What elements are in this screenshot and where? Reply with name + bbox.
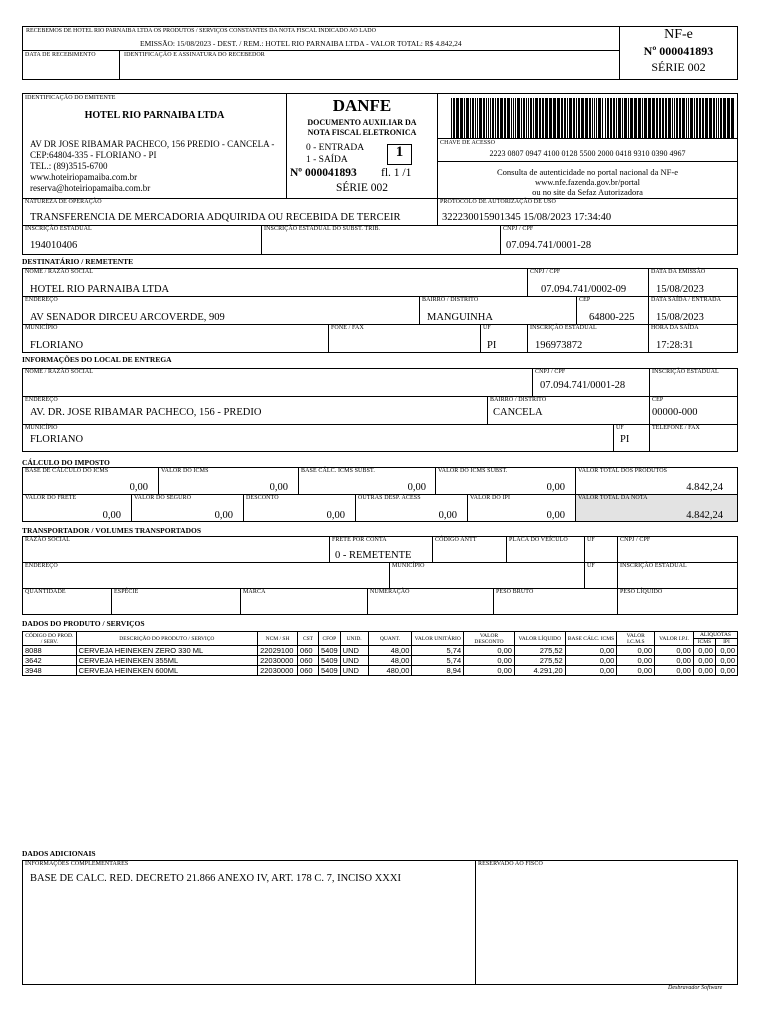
barcode-bar (616, 98, 617, 138)
barcode-bar (630, 98, 633, 138)
product-ipi-cell: 0,00 (655, 656, 694, 666)
tr-ie-label: INSCRIÇÃO ESTADUAL (620, 563, 687, 569)
product-icms-cell: 0,00 (617, 666, 655, 676)
tr-address-label: ENDEREÇO (25, 563, 58, 569)
danfe-title: DANFE (332, 96, 392, 115)
products-section: DADOS DO PRODUTO / SERVIÇOS (22, 619, 145, 628)
rec-cep: 64800-225 (589, 312, 635, 323)
emitter-phone: TEL.: (89)3515-6700 (30, 161, 108, 171)
barcode-bar (656, 98, 658, 138)
nature-value: TRANSFERENCIA DE MERCADORIA ADQUIRIDA OU RECEBIDA DE TERCEIR (30, 212, 401, 223)
tr-species-label: ESPÉCIE (114, 589, 139, 595)
barcode-bar (688, 98, 689, 138)
product-ncm-cell: 22030000 (258, 666, 298, 676)
tax-base-icms-label: BASE DE CÁLCULO DO ICMS (25, 468, 109, 474)
del-cnpj: 07.094.741/0001-28 (540, 380, 626, 391)
product-qty-cell: 48,00 (368, 646, 412, 656)
barcode-bar (672, 98, 673, 138)
rec-name-label: NOME / RAZÃO SOCIAL (25, 269, 94, 275)
barcode-bar (676, 98, 678, 138)
tax-icms: 0,00 (269, 482, 288, 493)
tax-total-products-label: VALOR TOTAL DOS PRODUTOS (578, 468, 668, 474)
product-cst-cell: 060 (298, 656, 319, 666)
product-row (23, 646, 738, 656)
del-district: CANCELA (493, 407, 543, 418)
barcode-bar (504, 98, 506, 138)
rec-exit: 15/08/2023 (656, 312, 704, 323)
barcode-bar (513, 98, 514, 138)
rec-uf-label: UF (483, 325, 491, 331)
barcode-bar (699, 98, 701, 138)
tr-uf2-label: UF (587, 563, 595, 569)
tr-city-label: MUNICÍPIO (392, 563, 425, 569)
del-city-label: MUNICÍPIO (25, 425, 58, 431)
th-desc: DESCRIÇÃO DO PRODUTO / SERVIÇO (76, 632, 257, 646)
barcode-bar (490, 98, 491, 138)
th-rate-icms: ICMS (693, 639, 715, 646)
del-cep: 00000-000 (652, 407, 698, 418)
barcode-bar (456, 98, 459, 138)
ie-value: 194010406 (30, 240, 78, 251)
barcode-bar (642, 98, 643, 138)
barcode-bar (731, 98, 734, 138)
product-base-cell: 0,00 (565, 656, 617, 666)
barcode-bar (598, 98, 601, 138)
th-cfop: CFOP (318, 632, 340, 646)
del-city: FLORIANO (30, 434, 84, 445)
rec-district-label: BAIRRO / DISTRITO (422, 297, 479, 303)
iest-label: INSCRIÇÃO ESTADUAL DO SUBST. TRIB. (264, 226, 381, 232)
barcode-bar (495, 98, 496, 138)
additional-section: DADOS ADICIONAIS (22, 849, 96, 858)
del-name-label: NOME / RAZÃO SOCIAL (25, 369, 94, 375)
barcode-bar (662, 98, 664, 138)
ie-label: INSCRIÇÃO ESTADUAL (25, 226, 92, 232)
protocol-label: PROTOCOLO DE AUTORIZAÇÃO DE USO (440, 199, 556, 205)
barcode-bar (682, 98, 685, 138)
del-uf: PI (620, 434, 630, 445)
barcode-bar (573, 98, 575, 138)
product-rate-ipi-cell: 0,00 (715, 666, 737, 676)
barcode-bar (665, 98, 667, 138)
th-cst: CST (298, 632, 319, 646)
rec-hour-label: HORA DA SAÍDA (651, 325, 699, 331)
tr-cnpj-label: CNPJ / CPF (620, 537, 651, 543)
rec-district: MANGUINHA (427, 312, 493, 323)
rec-city-label: MUNICÍPIO (25, 325, 58, 331)
th-discount: VALOR DESCONTO (464, 632, 515, 646)
barcode-bar (596, 98, 597, 138)
product-code-cell: 3948 (23, 666, 77, 676)
emitter-label: IDENTIFICAÇÃO DO EMITENTE (25, 95, 116, 101)
tax-freight-label: VALOR DO FRETE (25, 495, 77, 501)
receipt-sign-label: IDENTIFICAÇÃO E ASSINATURA DO RECEBEDOR (124, 52, 265, 58)
th-qty: QUANT. (368, 632, 412, 646)
th-unit: UNID. (340, 632, 368, 646)
barcode-bar (533, 98, 534, 138)
barcode-bar (545, 98, 548, 138)
product-discount-cell: 0,00 (464, 656, 515, 666)
barcode-bar (557, 98, 560, 138)
barcode-bar (607, 98, 609, 138)
rec-emission-label: DATA DA EMISSÃO (651, 269, 706, 275)
del-name-cell (22, 368, 533, 397)
receipt-line1: RECEBEMOS DE HOTEL RIO PARNAIBA LTDA OS PRODUTOS / SERVIÇOS CONSTANTES DA NOTA FISCAL INDICADO AO LADO (26, 28, 376, 34)
product-unit-cell: UND (340, 646, 368, 656)
barcode-image (451, 98, 735, 138)
del-ie-label: INSCRIÇÃO ESTADUAL (652, 369, 719, 375)
transport-section: TRANSPORTADOR / VOLUMES TRANSPORTADOS (22, 526, 202, 535)
th-net: VALOR LÍQUIDO (514, 632, 565, 646)
tax-ipi: 0,00 (546, 510, 565, 521)
protocol-value: 322230015901345 15/08/2023 17:34:40 (442, 212, 612, 223)
barcode-bar (613, 98, 615, 138)
tr-qty-label: QUANTIDADE (25, 589, 66, 595)
barcode-bar (624, 98, 627, 138)
tr-plate-label: PLACA DO VEÍCULO (509, 537, 568, 543)
receipt-number: Nº 000041893 (643, 44, 714, 58)
emitter-address2: CEP:64804-335 - FLORIANO - PI (30, 150, 157, 160)
barcode-bar (648, 98, 651, 138)
barcode-bar (561, 98, 563, 138)
tax-base-st-label: BASE CÁLC. ICMS SUBST. (301, 468, 375, 474)
danfe-subtitle2: NOTA FISCAL ELETRONICA (307, 128, 417, 137)
barcode-bar (466, 98, 469, 138)
barcode-bar (569, 98, 572, 138)
rec-cep-label: CEP (579, 297, 591, 303)
barcode-bar (634, 98, 637, 138)
rec-uf: PI (487, 340, 497, 351)
product-base-cell: 0,00 (565, 646, 617, 656)
tr-name-label: RAZÃO SOCIAL (25, 537, 71, 543)
receipt-serie: SÉRIE 002 (651, 60, 706, 74)
tax-insurance-label: VALOR DO SEGURO (134, 495, 192, 501)
barcode-bar (477, 98, 478, 138)
emitter-email: reserva@hoteiriopamaiba.com.br (30, 183, 151, 193)
product-cfop-cell: 5409 (318, 666, 340, 676)
tr-uf-label: UF (587, 537, 595, 543)
product-cst-cell: 060 (298, 666, 319, 676)
barcode-bar (535, 98, 538, 138)
barcode-bar (668, 98, 671, 138)
product-rate-ipi-cell: 0,00 (715, 646, 737, 656)
tax-icms-st-label: VALOR DO ICMS SUBST. (438, 468, 508, 474)
rec-cnpj-label: CNPJ / CPF (530, 269, 561, 275)
barcode-bar (727, 98, 730, 138)
tr-gross-label: PESO BRUTO (496, 589, 534, 595)
barcode-bar (702, 98, 704, 138)
product-unit-cell: UND (340, 666, 368, 676)
tr-freight-label: FRETE POR CONTA (332, 537, 387, 543)
product-cfop-cell: 5409 (318, 646, 340, 656)
barcode-bar (594, 98, 595, 138)
rec-address: AV SENADOR DIRCEU ARCOVERDE, 909 (30, 312, 225, 323)
receipt-line2: EMISSÃO: 15/08/2023 - DEST. / REM.: HOTEL RIO PARNAIBA LTDA - VALOR TOTAL: R$ 4.842,24 (140, 39, 462, 48)
th-icms: VALOR I.C.M.S (617, 632, 655, 646)
product-net-cell: 275,52 (514, 646, 565, 656)
tr-numbering-label: NUMERAÇÃO (370, 589, 410, 595)
receipt-date-label: DATA DE RECEBIMENTO (25, 52, 96, 58)
product-net-cell: 4.291,20 (514, 666, 565, 676)
product-ipi-cell: 0,00 (655, 666, 694, 676)
receipt-nfe: NF-e (664, 27, 693, 42)
barcode-bar (511, 98, 512, 138)
access-consult2[interactable]: www.nfe.fazenda.gov.br/portal (534, 177, 641, 187)
product-unit-value-cell: 5,74 (412, 646, 464, 656)
products-body (23, 646, 738, 676)
tax-other-label: OUTRAS DESP. ACESS (358, 495, 421, 501)
product-icms-cell: 0,00 (617, 646, 655, 656)
barcode-bar (500, 98, 503, 138)
emitter-cnpj-label: CNPJ / CPF (503, 226, 534, 232)
rec-name: HOTEL RIO PARNAIBA LTDA (30, 284, 170, 295)
access-consult1: Consulta de autenticidade no portal nacional da NF-e (496, 167, 679, 177)
rec-hour: 17:28:31 (656, 340, 694, 351)
product-ncm-cell: 22029100 (258, 646, 298, 656)
tax-icms-label: VALOR DO ICMS (161, 468, 209, 474)
barcode-bar (497, 98, 499, 138)
th-ncm: NCM / SH (258, 632, 298, 646)
tax-insurance: 0,00 (214, 510, 233, 521)
barcode-bar (549, 98, 552, 138)
barcode-bar (451, 98, 452, 138)
tr-address-cell (22, 562, 390, 589)
emitter-address1: AV DR JOSE RIBAMAR PACHECO, 156 PREDIO - CANCELA - (30, 139, 275, 149)
barcode-bar (652, 98, 655, 138)
product-discount-cell: 0,00 (464, 646, 515, 656)
barcode-bar (723, 98, 726, 138)
tax-freight: 0,00 (102, 510, 121, 521)
barcode-bar (585, 98, 588, 138)
th-unit-value: VALOR UNITÁRIO (412, 632, 464, 646)
tr-brand-label: MARCA (243, 589, 266, 595)
products-header-row (23, 632, 738, 639)
product-code-cell: 3642 (23, 656, 77, 666)
th-base: BASE CÁLC. ICMS (565, 632, 617, 646)
barcode-bar (523, 98, 525, 138)
barcode-bar (517, 98, 520, 138)
tax-base-icms: 0,00 (129, 482, 148, 493)
del-cep-label: CEP (652, 397, 664, 403)
add-reserved-label: RESERVADO AO FISCO (478, 861, 543, 867)
barcode-bar (589, 98, 591, 138)
nature-label: NATUREZA DE OPERAÇÃO (25, 199, 102, 205)
barcode-bar (709, 98, 712, 138)
barcode-bar (638, 98, 641, 138)
del-phone-label: TELEFONE / FAX (652, 425, 700, 431)
barcode-bar (521, 98, 522, 138)
product-cfop-cell: 5409 (318, 656, 340, 666)
rec-cnpj: 07.094.741/0002-09 (541, 284, 627, 295)
tax-discount: 0,00 (326, 510, 345, 521)
barcode-bar (553, 98, 556, 138)
del-uf-label: UF (616, 425, 624, 431)
barcode-bar (696, 98, 698, 138)
barcode-bar (460, 98, 463, 138)
add-info-label: INFORMAÇÕES COMPLEMENTARES (25, 861, 129, 867)
product-qty-cell: 48,00 (368, 656, 412, 666)
tax-icms-st: 0,00 (546, 482, 565, 493)
product-rate-icms-cell: 0,00 (693, 666, 715, 676)
barcode-bar (644, 98, 647, 138)
barcode-bar (464, 98, 465, 138)
barcode-bar (475, 98, 476, 138)
barcode-bar (602, 98, 603, 138)
barcode-bar (542, 98, 544, 138)
access-key[interactable]: 2223 0807 0947 4100 0128 5500 2000 0418 9310 0390 4967 (489, 149, 686, 158)
barcode-bar (716, 98, 717, 138)
barcode-bar (564, 98, 566, 138)
barcode-bar (628, 98, 629, 138)
tax-section: CÁLCULO DO IMPOSTO (22, 458, 110, 467)
product-rate-icms-cell: 0,00 (693, 656, 715, 666)
th-code: CÓDIGO DO PROD. / SERV. (23, 632, 77, 646)
barcode-bar (718, 98, 719, 138)
emitter-site: www.hoteiriopamaiba.com.br (30, 172, 138, 182)
danfe-folha: fl. 1 /1 (381, 167, 412, 179)
delivery-section: INFORMAÇÕES DO LOCAL DE ENTREGA (22, 355, 172, 364)
th-rate-ipi: IPI (715, 639, 737, 646)
product-base-cell: 0,00 (565, 666, 617, 676)
barcode-bar (690, 98, 693, 138)
tr-freight: 0 - REMETENTE (335, 550, 412, 561)
emitter-cnpj-value: 07.094.741/0001-28 (506, 240, 592, 251)
product-desc-cell: CERVEJA HEINEKEN 355ML (76, 656, 257, 666)
barcode-bar (492, 98, 494, 138)
danfe-subtitle1: DOCUMENTO AUXILIAR DA (307, 118, 417, 127)
barcode-bar (576, 98, 577, 138)
barcode-bar (507, 98, 510, 138)
access-consult3: ou no site da Sefaz Autorizadora (532, 187, 643, 197)
product-desc-cell: CERVEJA HEINEKEN ZERO 330 ML (76, 646, 257, 656)
product-unit-cell: UND (340, 656, 368, 666)
rec-emission: 15/08/2023 (656, 284, 704, 295)
tr-net-label: PESO LÍQUIDO (620, 589, 663, 595)
tax-other: 0,00 (438, 510, 457, 521)
product-discount-cell: 0,00 (464, 666, 515, 676)
rec-phone-label: FONE / FAX (331, 325, 364, 331)
product-code-cell: 8088 (23, 646, 77, 656)
tax-discount-label: DESCONTO (246, 495, 279, 501)
barcode-bar (705, 98, 708, 138)
barcode-bar (539, 98, 541, 138)
barcode-bar (720, 98, 722, 138)
rec-city: FLORIANO (30, 340, 84, 351)
add-reserved-cell (475, 860, 738, 985)
tax-total-note-label: VALOR TOTAL DA NOTA (578, 495, 648, 501)
rec-ie-label: INSCRIÇÃO ESTADUAL (530, 325, 597, 331)
danfe-type: 1 (395, 144, 404, 160)
rec-ie: 196973872 (535, 340, 583, 351)
barcode-bar (659, 98, 661, 138)
emitter-name: HOTEL RIO PARNAIBA LTDA (84, 110, 225, 121)
barcode-bar (713, 98, 715, 138)
product-icms-cell: 0,00 (617, 656, 655, 666)
product-row (23, 666, 738, 676)
access-key-label: CHAVE DE ACESSO (440, 140, 496, 146)
barcode-bar (486, 98, 487, 138)
th-rates: ALIQUOTAS (693, 632, 737, 639)
tax-ipi-label: VALOR DO IPI (470, 495, 511, 501)
del-cnpj-label: CNPJ / CPF (535, 369, 566, 375)
barcode-bar (528, 98, 529, 138)
product-net-cell: 275,52 (514, 656, 565, 666)
product-rate-icms-cell: 0,00 (693, 646, 715, 656)
th-ipi: VALOR I.P.I. (655, 632, 694, 646)
barcode-bar (530, 98, 532, 138)
danfe-number: Nº 000041893 (290, 167, 357, 179)
barcode-bar (472, 98, 474, 138)
danfe-saida: 1 - SAÍDA (306, 155, 348, 165)
barcode-bar (610, 98, 612, 138)
product-ncm-cell: 22030000 (258, 656, 298, 666)
barcode-bar (479, 98, 482, 138)
rec-address-label: ENDEREÇO (25, 297, 58, 303)
barcode-bar (605, 98, 606, 138)
product-unit-value-cell: 8,94 (412, 666, 464, 676)
del-address: AV. DR. JOSE RIBAMAR PACHECO, 156 - PREDIO (30, 407, 262, 418)
barcode-bar (453, 98, 455, 138)
del-address-label: ENDEREÇO (25, 397, 58, 403)
barcode-bar (567, 98, 568, 138)
barcode-bar (483, 98, 485, 138)
barcode-bar (578, 98, 580, 138)
barcode-bar (515, 98, 516, 138)
del-city-cell (22, 424, 614, 452)
product-cst-cell: 060 (298, 646, 319, 656)
barcode-bar (470, 98, 471, 138)
product-qty-cell: 480,00 (368, 666, 412, 676)
barcode-bar (694, 98, 695, 138)
add-info: BASE DE CALC. RED. DECRETO 21.866 ANEXO IV, ART. 178 C. 7, INCISO XXXI (30, 873, 401, 884)
tax-base-st: 0,00 (407, 482, 426, 493)
barcode-bar (686, 98, 687, 138)
danfe-entrada: 0 - ENTRADA (306, 143, 365, 153)
barcode-bar (674, 98, 675, 138)
barcode-bar (679, 98, 681, 138)
barcode-bar (618, 98, 621, 138)
products-table (22, 631, 738, 676)
tax-total-products: 4.842,24 (686, 482, 723, 493)
barcode-bar (488, 98, 489, 138)
barcode-bar (526, 98, 527, 138)
barcode-bar (581, 98, 584, 138)
danfe-serie: SÉRIE 002 (335, 182, 389, 194)
tr-antt-label: CÓDIGO ANTT (435, 537, 477, 543)
rec-exit-label: DATA SAÍDA / ENTRADA (651, 297, 722, 303)
product-ipi-cell: 0,00 (655, 646, 694, 656)
product-desc-cell: CERVEJA HEINEKEN 600ML (76, 666, 257, 676)
footer-software: Desbravador Software (668, 985, 723, 991)
barcode-bar (622, 98, 623, 138)
recipient-section: DESTINATÁRIO / REMETENTE (22, 257, 134, 266)
product-rate-ipi-cell: 0,00 (715, 656, 737, 666)
tax-total-note: 4.842,24 (686, 510, 723, 521)
barcode-bar (592, 98, 593, 138)
del-district-label: BAIRRO / DISTRITO (490, 397, 547, 403)
product-row (23, 656, 738, 666)
product-unit-value-cell: 5,74 (412, 656, 464, 666)
